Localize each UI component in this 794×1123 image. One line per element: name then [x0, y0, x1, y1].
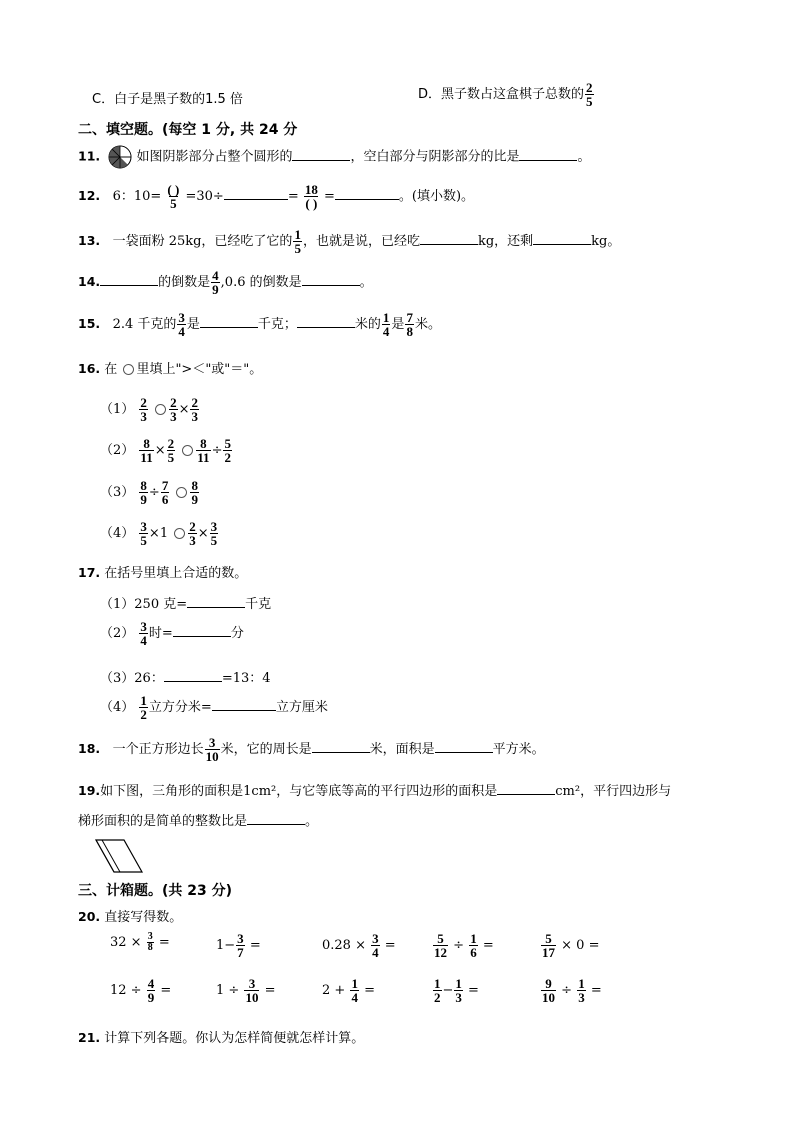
calc-item-1-4: $\frac{5}{12}$ ÷ $\frac{1}{6}$ =: [434, 931, 494, 960]
question-17: 17. 在括号里填上合适的数。: [78, 565, 248, 581]
parallelogram-figure: [94, 838, 144, 874]
question-16-item-3: （3） $\frac{8}{9}$ ÷ $\frac{7}{6}$ $\frac{8}{9}$: [100, 478, 198, 507]
answer-blank[interactable]: [247, 812, 305, 825]
question-17-item-3: （3）26： =13：4: [100, 671, 271, 686]
calc-item-1-1: 32 × $\frac{3}{8}$ =: [110, 931, 170, 953]
compare-circle[interactable]: [155, 404, 166, 415]
calc-item-1-5: $\frac{5}{17}$ × 0 =: [542, 931, 600, 960]
answer-blank[interactable]: [200, 315, 258, 328]
question-16-item-2: （2） $\frac{8}{11}$ × $\frac{2}{5}$ $\frac{8}{11}$ ÷ $\frac{5}{2}$: [100, 436, 231, 465]
question-16-item-4: （4） $\frac{3}{5}$ ×1 $\frac{2}{3}$ × $\frac{3}{5}$: [100, 519, 218, 548]
answer-blank[interactable]: [100, 273, 158, 286]
answer-blank[interactable]: [302, 273, 360, 286]
answer-blank[interactable]: [224, 187, 288, 200]
compare-circle[interactable]: [174, 528, 185, 539]
answer-blank[interactable]: [173, 624, 231, 637]
question-17-item-1: （1）250 克= 千克: [100, 597, 272, 612]
calc-item-1-2: 1− $\frac{3}{7}$ =: [216, 931, 261, 960]
compare-circle[interactable]: [176, 487, 187, 498]
answer-blank[interactable]: [533, 232, 591, 245]
answer-blank[interactable]: [212, 698, 276, 711]
question-17-item-4: （4） $\frac{1}{2}$ 立方分米= 立方厘米: [100, 693, 328, 722]
option-c: C．白子是黑子数的1.5 倍: [92, 92, 243, 107]
question-16: 16. 在 里填上">＜"或"＝"。: [78, 361, 263, 377]
question-11: 11. 如图阴影部分占整个圆形的 ，空白部分与阴影部分的比是 。: [78, 145, 590, 169]
question-18: 18. 一个正方形边长 $\frac{3}{10}$ 米，它的周长是 米，面积是 平方米。: [78, 735, 545, 764]
compare-circle[interactable]: [123, 364, 134, 375]
question-17-item-2: （2） $\frac{3}{4}$ 时= 分: [100, 619, 244, 648]
option-d: D．黑子数占这盒棋子总数的 $\frac{2}{5}$: [418, 80, 593, 109]
answer-blank[interactable]: [497, 782, 555, 795]
calc-item-1-3: 0.28 × $\frac{3}{4}$ =: [322, 931, 396, 960]
section-3-heading: 三、计箱题。(共 23 分): [78, 883, 233, 899]
question-16-item-1: （1） $\frac{2}{3}$ $\frac{2}{3}$ × $\frac{2}{3}$: [100, 395, 198, 424]
answer-blank[interactable]: [312, 740, 370, 753]
calc-item-2-4: $\frac{1}{2}$ − $\frac{1}{3}$ =: [434, 976, 479, 1005]
calc-item-2-3: 2 + $\frac{1}{4}$ =: [322, 976, 375, 1005]
question-19-line-1: 19.如下图，三角形的面积是1cm²，与它等底等高的平行四边形的面积是 cm²，平行四边形与: [78, 783, 672, 799]
question-21: 21. 计算下列各题。你认为怎样简便就怎样计算。: [78, 1030, 365, 1046]
calc-item-2-5: $\frac{9}{10}$ ÷ $\frac{1}{3}$ =: [542, 976, 602, 1005]
section-2-heading: 二、填空题。(每空 1 分, 共 24 分: [78, 122, 298, 138]
calc-item-2-2: 1 ÷ $\frac{3}{10}$ =: [216, 976, 276, 1005]
answer-blank[interactable]: [164, 669, 222, 682]
question-15: 15. 2.4 千克的 $\frac{3}{4}$ 是 千克； 米的 $\frac{1}{4}$ 是 $\frac{7}{8}$ 米。: [78, 310, 441, 339]
answer-blank[interactable]: [335, 187, 399, 200]
answer-blank[interactable]: [519, 148, 577, 161]
answer-blank[interactable]: [292, 148, 350, 161]
answer-blank[interactable]: [187, 595, 245, 608]
answer-blank[interactable]: [420, 232, 478, 245]
shaded-circle-figure: [108, 145, 132, 169]
calc-item-2-1: 12 ÷ $\frac{4}{9}$ =: [110, 976, 172, 1005]
answer-blank[interactable]: [297, 315, 355, 328]
question-19-line-2: 梯形面积的是简单的整数比是 。: [78, 814, 319, 829]
question-14: 14. 的倒数是 $\frac{4}{9}$ ,0.6 的倒数是 。: [78, 268, 373, 297]
question-13: 13. 一袋面粉 25kg，已经吃了它的 $\frac{1}{5}$ ，也就是说，已经吃 kg，还剩 kg。: [78, 227, 621, 256]
question-12: 12. 6：10= ( ) 5 =30÷ = 18 ( ) = 。(填小数)。: [78, 182, 475, 211]
answer-blank[interactable]: [435, 740, 493, 753]
compare-circle[interactable]: [182, 445, 193, 456]
question-20: 20. 直接写得数。: [78, 909, 183, 925]
